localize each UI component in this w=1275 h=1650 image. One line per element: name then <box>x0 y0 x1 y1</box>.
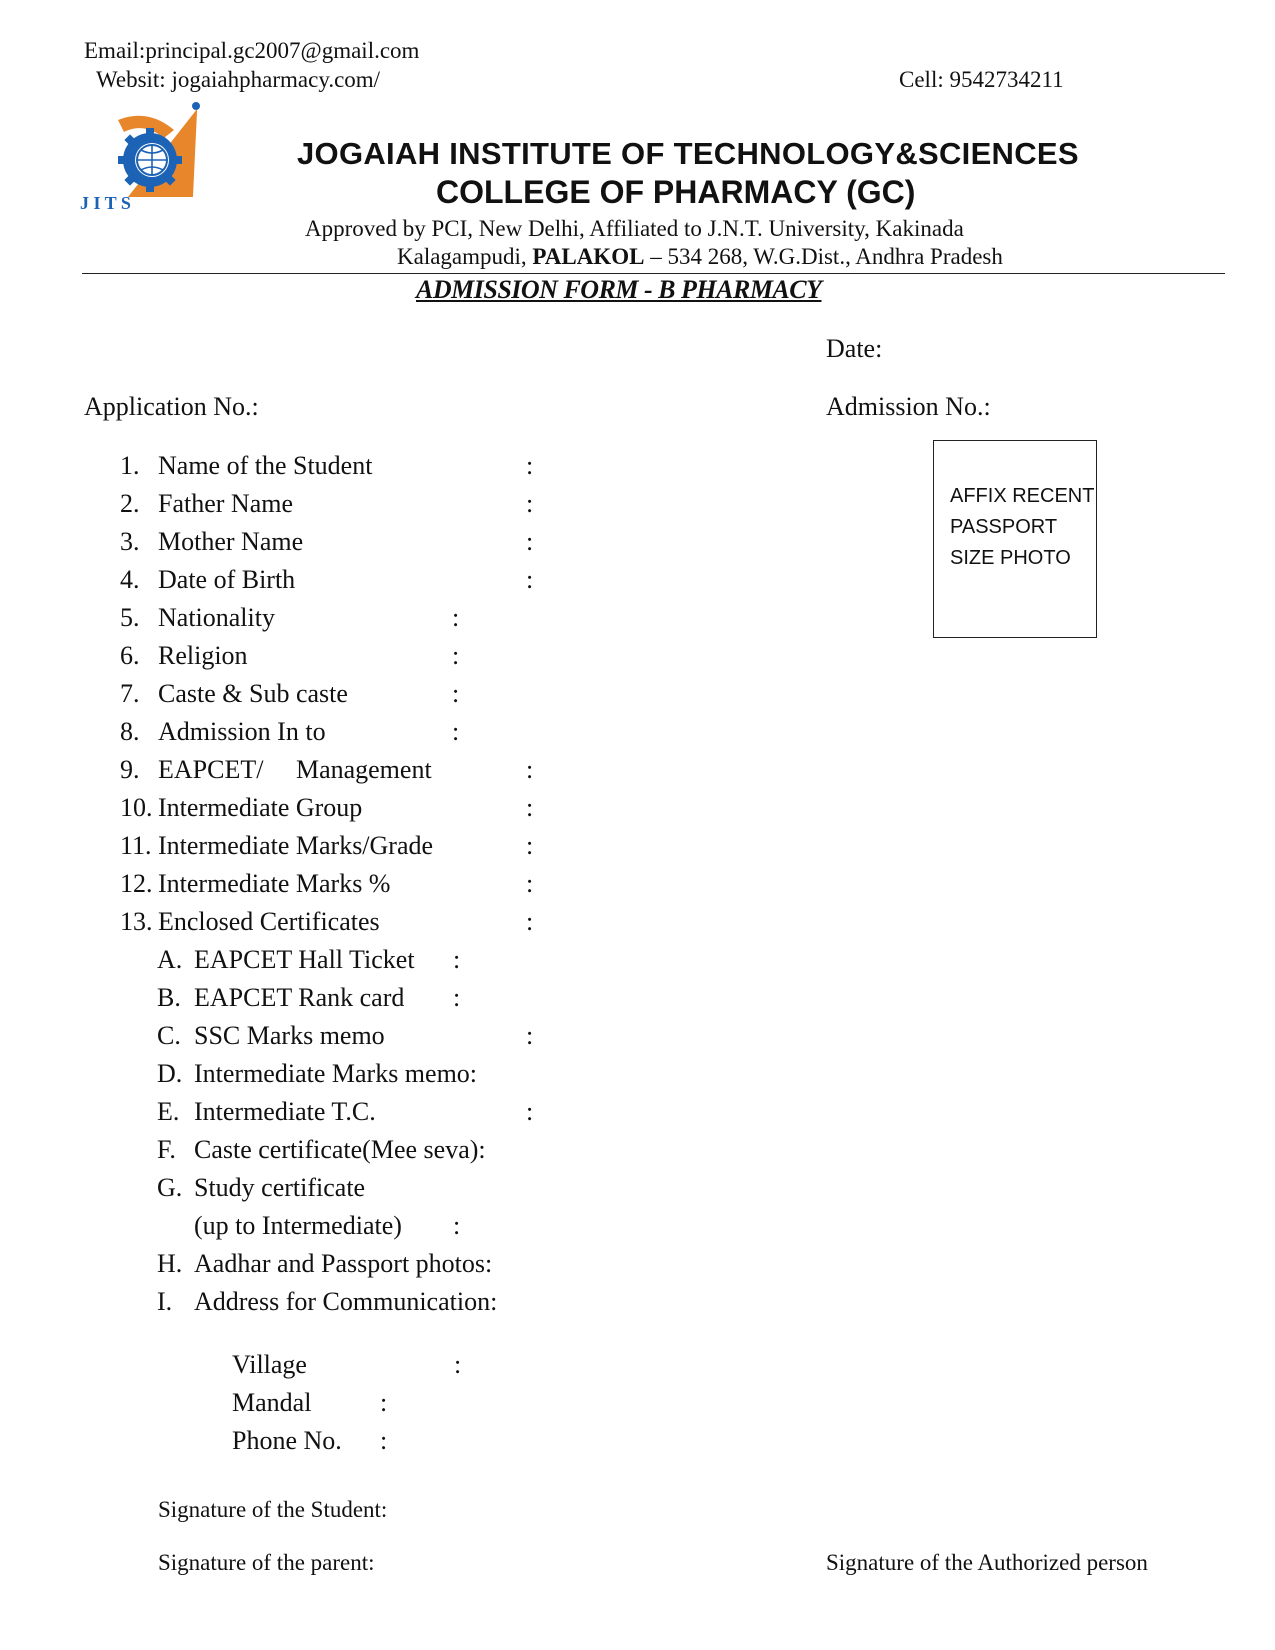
field-label: Caste & Sub caste <box>158 679 348 708</box>
logo-text: J I T S <box>80 193 131 212</box>
certificate-letter: A. <box>157 945 183 974</box>
field-label: Religion <box>158 641 248 670</box>
date-label: Date: <box>826 334 883 363</box>
field-number: 5. <box>120 603 140 632</box>
field-label: Name of the Student <box>158 451 373 480</box>
field-label: Intermediate Group <box>158 793 363 822</box>
field-label: Enclosed Certificates <box>158 907 380 936</box>
field-colon: : <box>452 641 460 670</box>
address-town: PALAKOL <box>532 244 645 269</box>
address-village-label: Village <box>232 1350 307 1379</box>
field-number: 6. <box>120 641 140 670</box>
field-number: 2. <box>120 489 140 518</box>
parent-signature-label: Signature of the parent: <box>158 1550 375 1575</box>
field-colon: : <box>526 793 534 822</box>
authorized-signature-label: Signature of the Authorized person <box>826 1550 1148 1575</box>
field-label: Mother Name <box>158 527 304 556</box>
certificate-label: Address for Communication: <box>194 1287 498 1316</box>
photo-box <box>933 440 1097 638</box>
photo-instructions <box>950 481 1094 574</box>
certificate-colon: : <box>453 983 461 1012</box>
college-name: COLLEGE OF PHARMACY (GC) <box>436 174 916 210</box>
certificate-label: Intermediate Marks memo: <box>194 1059 478 1088</box>
approval-text: Approved by PCI, New Delhi, Affiliated to J.N.T. University, Kakinada <box>305 216 964 241</box>
address-colon: : <box>454 1350 462 1379</box>
header-divider <box>82 273 1225 274</box>
certificate-letter: G. <box>157 1173 183 1202</box>
address-colon: : <box>380 1426 388 1455</box>
certificate-label: SSC Marks memo <box>194 1021 385 1050</box>
cell-text: Cell: 9542734211 <box>899 67 1064 92</box>
field-colon: : <box>452 679 460 708</box>
field-colon: : <box>526 907 534 936</box>
field-label: Intermediate Marks/Grade <box>158 831 434 860</box>
form-title: ADMISSION FORM - B PHARMACY <box>416 275 822 304</box>
application-no-label: Application No.: <box>84 392 259 421</box>
certificate-letter: I. <box>157 1287 173 1316</box>
field-number: 7. <box>120 679 140 708</box>
field-label: Intermediate Marks % <box>158 869 391 898</box>
field-number: 13. <box>120 907 153 936</box>
field-number: 4. <box>120 565 140 594</box>
certificate-label: Intermediate T.C. <box>194 1097 376 1126</box>
field-colon: : <box>526 755 534 784</box>
field-colon: : <box>452 717 460 746</box>
certificate-colon: : <box>526 1021 534 1050</box>
address-colon: : <box>380 1388 388 1417</box>
certificate-label: Study certificate <box>194 1173 366 1202</box>
certificate-letter: D. <box>157 1059 183 1088</box>
field-colon: : <box>526 489 534 518</box>
certificate-label: EAPCET Rank card <box>194 983 405 1012</box>
field-label: Nationality <box>158 603 275 632</box>
address-post: – 534 268, W.G.Dist., Andhra Pradesh <box>644 244 1003 269</box>
field-number: 10. <box>120 793 153 822</box>
certificate-label: Caste certificate(Mee seva): <box>194 1135 486 1164</box>
field-number: 1. <box>120 451 140 480</box>
certificate-letter: B. <box>157 983 181 1012</box>
photo-line-3: SIZE PHOTO <box>950 547 1071 569</box>
address-line <box>397 244 1003 270</box>
jits-logo-graphic <box>78 98 208 212</box>
certificate-letter: F. <box>157 1135 176 1164</box>
certificate-label: Aadhar and Passport photos: <box>194 1249 493 1278</box>
field-number: 3. <box>120 527 140 556</box>
certificate-letter: C. <box>157 1021 181 1050</box>
field-colon: : <box>452 603 460 632</box>
certificate-colon: : <box>453 945 461 974</box>
jits-logo <box>78 98 208 212</box>
field-label: EAPCET/ Management <box>158 755 432 784</box>
field-label: Date of Birth <box>158 565 296 594</box>
certificate-colon: : <box>526 1097 534 1126</box>
photo-line-1: AFFIX RECENT <box>950 485 1095 507</box>
address-pre: Kalagampudi, <box>397 244 533 269</box>
field-colon: : <box>526 565 534 594</box>
field-colon: : <box>526 451 534 480</box>
field-label: Father Name <box>158 489 294 518</box>
address-mandal-label: Mandal <box>232 1388 312 1417</box>
field-number: 8. <box>120 717 140 746</box>
field-colon: : <box>526 527 534 556</box>
field-colon: : <box>526 869 534 898</box>
certificate-letter: E. <box>157 1097 180 1126</box>
certificate-label: EAPCET Hall Ticket <box>194 945 415 974</box>
field-label: Admission In to <box>158 717 326 746</box>
photo-line-2: PASSPORT <box>950 516 1058 538</box>
certificate-colon: : <box>453 1211 461 1240</box>
email-text: Email:principal.gc2007@gmail.com <box>84 38 420 63</box>
certificate-label: (up to Intermediate) <box>194 1211 402 1240</box>
student-signature-label: Signature of the Student: <box>158 1497 388 1522</box>
institute-name: JOGAIAH INSTITUTE OF TECHNOLOGY&SCIENCES <box>297 136 1079 171</box>
address-phone-label: Phone No. <box>232 1426 342 1455</box>
website-text: Websit: jogaiahpharmacy.com/ <box>96 67 381 92</box>
field-number: 11. <box>120 831 152 860</box>
field-colon: : <box>526 831 534 860</box>
admission-no-label: Admission No.: <box>826 392 991 421</box>
field-number: 9. <box>120 755 140 784</box>
field-number: 12. <box>120 869 153 898</box>
certificate-letter: H. <box>157 1249 183 1278</box>
